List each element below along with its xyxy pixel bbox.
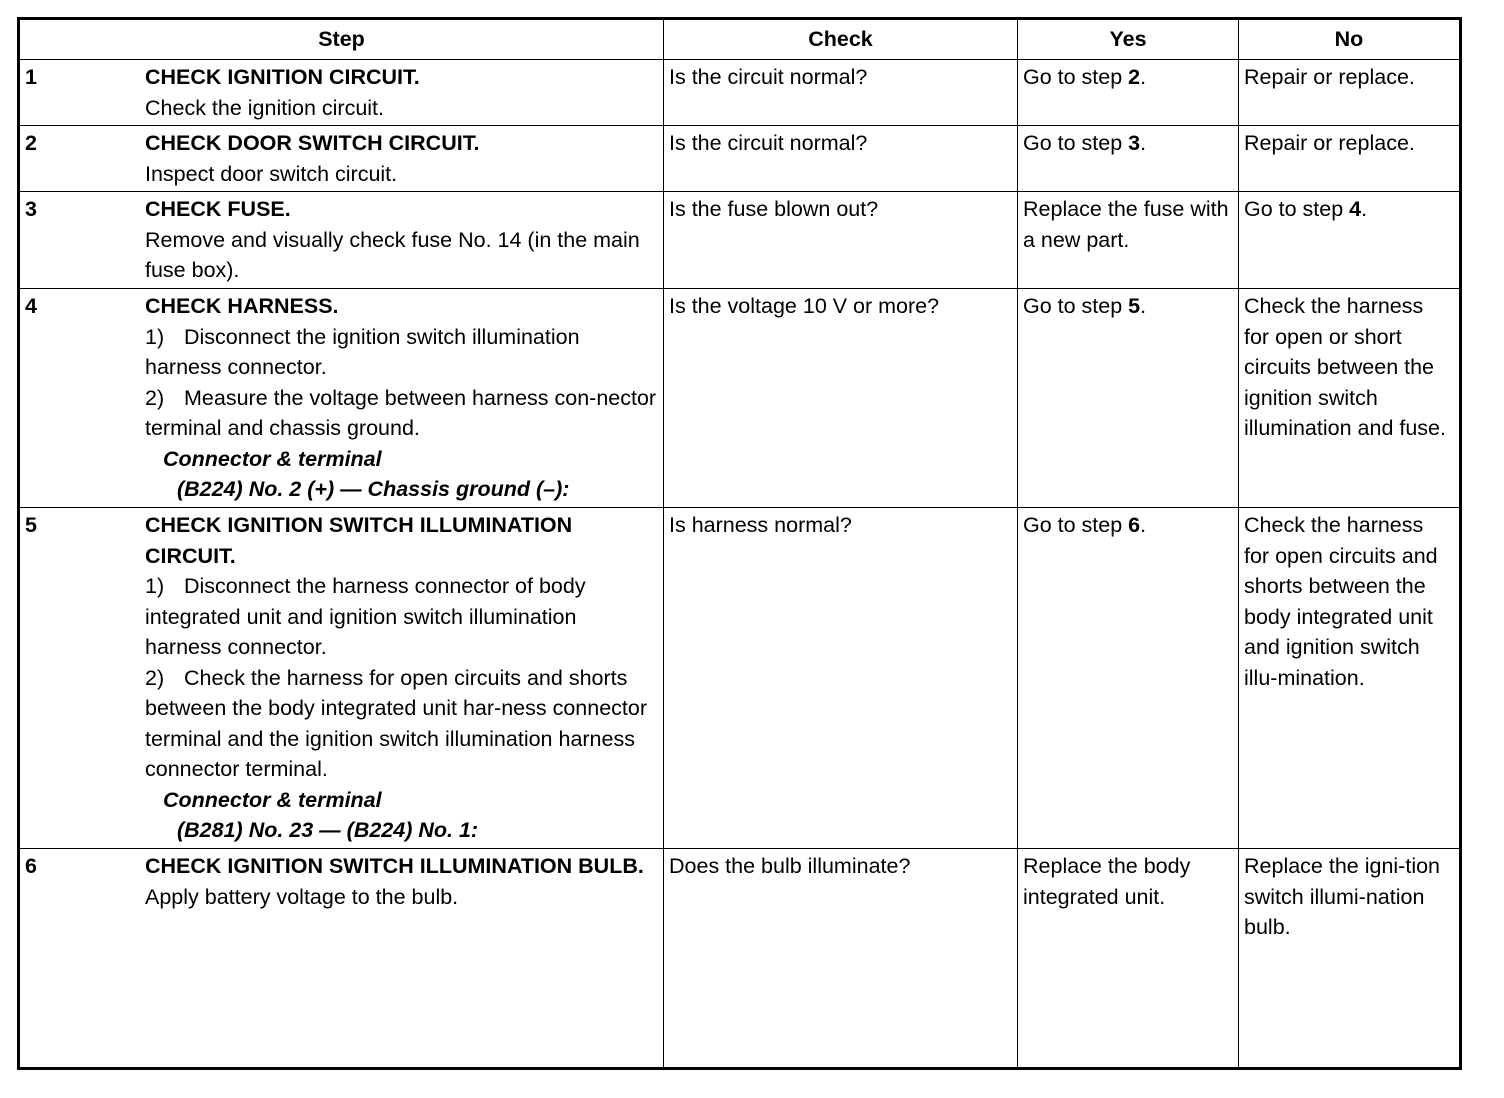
check-cell: Is the fuse blown out? xyxy=(664,192,1018,289)
yes-cell: Replace the fuse with a new part. xyxy=(1018,192,1239,289)
yes-cell: Go to step 2. xyxy=(1018,60,1239,126)
check-cell: Is the circuit normal? xyxy=(664,126,1018,192)
step-cell xyxy=(19,289,664,508)
diagnostic-table xyxy=(17,17,1462,1070)
yes-cell: Go to step 3. xyxy=(1018,126,1239,192)
connector-value: (B281) No. 23 — (B224) No. 1: xyxy=(177,818,479,842)
no-cell: Repair or replace. xyxy=(1239,126,1461,192)
yes-step-ref: 6 xyxy=(1128,513,1141,537)
header-yes: Yes xyxy=(1018,19,1239,60)
no-cell: Replace the igni-tion switch illumi-nation bulb. xyxy=(1239,849,1461,1069)
table-row xyxy=(19,849,1461,1069)
list-item: 1) Disconnect the ignition switch illumination harness connector. xyxy=(145,324,580,379)
yes-cell: Replace the body integrated unit. xyxy=(1018,849,1239,1069)
step-title: CHECK IGNITION CIRCUIT. xyxy=(145,65,420,89)
header-row xyxy=(19,19,1461,60)
yes-step-ref: 5 xyxy=(1128,294,1141,318)
step-text: Inspect door switch circuit. xyxy=(145,161,398,186)
header-no: No xyxy=(1239,19,1461,60)
yes-cell: Go to step 5. xyxy=(1018,289,1239,508)
header-step: Step xyxy=(19,19,664,60)
step-text: Apply battery voltage to the bulb. xyxy=(145,884,459,909)
step-title: CHECK FUSE. xyxy=(145,197,291,221)
connector-value: (B224) No. 2 (+) — Chassis ground (–): xyxy=(177,477,570,501)
table-row xyxy=(19,508,1461,849)
step-title: CHECK HARNESS. xyxy=(145,294,339,318)
step-number: 3 xyxy=(25,197,37,221)
step-cell xyxy=(19,849,664,1069)
step-text: Remove and visually check fuse No. 14 (in the main fuse box). xyxy=(145,227,640,282)
table-row xyxy=(19,126,1461,192)
table-row xyxy=(19,289,1461,508)
step-title: CHECK DOOR SWITCH CIRCUIT. xyxy=(145,131,480,155)
table-row xyxy=(19,60,1461,126)
no-cell: Check the harness for open or short circuits between the ignition switch illumination and fuse. xyxy=(1239,289,1461,508)
connector-label: Connector & terminal xyxy=(163,787,382,812)
check-cell: Is the voltage 10 V or more? xyxy=(664,289,1018,508)
step-number: 5 xyxy=(25,513,37,537)
step-cell xyxy=(19,126,664,192)
yes-step-ref: 2 xyxy=(1128,65,1141,89)
step-cell xyxy=(19,192,664,289)
step-cell xyxy=(19,60,664,126)
table-row xyxy=(19,192,1461,289)
check-cell: Does the bulb illuminate? xyxy=(664,849,1018,1069)
no-cell: Repair or replace. xyxy=(1239,60,1461,126)
connector-label: Connector & terminal xyxy=(163,446,382,471)
step-cell xyxy=(19,508,664,849)
check-cell: Is harness normal? xyxy=(664,508,1018,849)
yes-cell: Go to step 6. xyxy=(1018,508,1239,849)
step-number: 6 xyxy=(25,854,37,878)
step-number: 1 xyxy=(25,65,37,89)
no-cell: Go to step 4. xyxy=(1239,192,1461,289)
list-item: 2) Check the harness for open circuits and shorts between the body integrated unit har-ness connector terminal and the ignition switch illumination harness connector terminal. xyxy=(145,665,647,781)
list-item: 2) Measure the voltage between harness con-nector terminal and chassis ground. xyxy=(145,385,657,440)
step-number: 2 xyxy=(25,131,37,155)
header-check: Check xyxy=(664,19,1018,60)
step-title: CHECK IGNITION SWITCH ILLUMINATION BULB. xyxy=(145,854,644,878)
no-cell: Check the harness for open circuits and shorts between the body integrated unit and ignition switch illu-mination. xyxy=(1239,508,1461,849)
check-cell: Is the circuit normal? xyxy=(664,60,1018,126)
list-item: 1) Disconnect the harness connector of body integrated unit and ignition switch illumination harness connector. xyxy=(145,574,586,659)
no-step-ref: 4 xyxy=(1349,197,1362,221)
step-number: 4 xyxy=(25,294,37,318)
step-title: CHECK IGNITION SWITCH ILLUMINATION CIRCUIT. xyxy=(145,513,573,568)
step-text: Check the ignition circuit. xyxy=(145,95,384,120)
yes-step-ref: 3 xyxy=(1128,131,1141,155)
